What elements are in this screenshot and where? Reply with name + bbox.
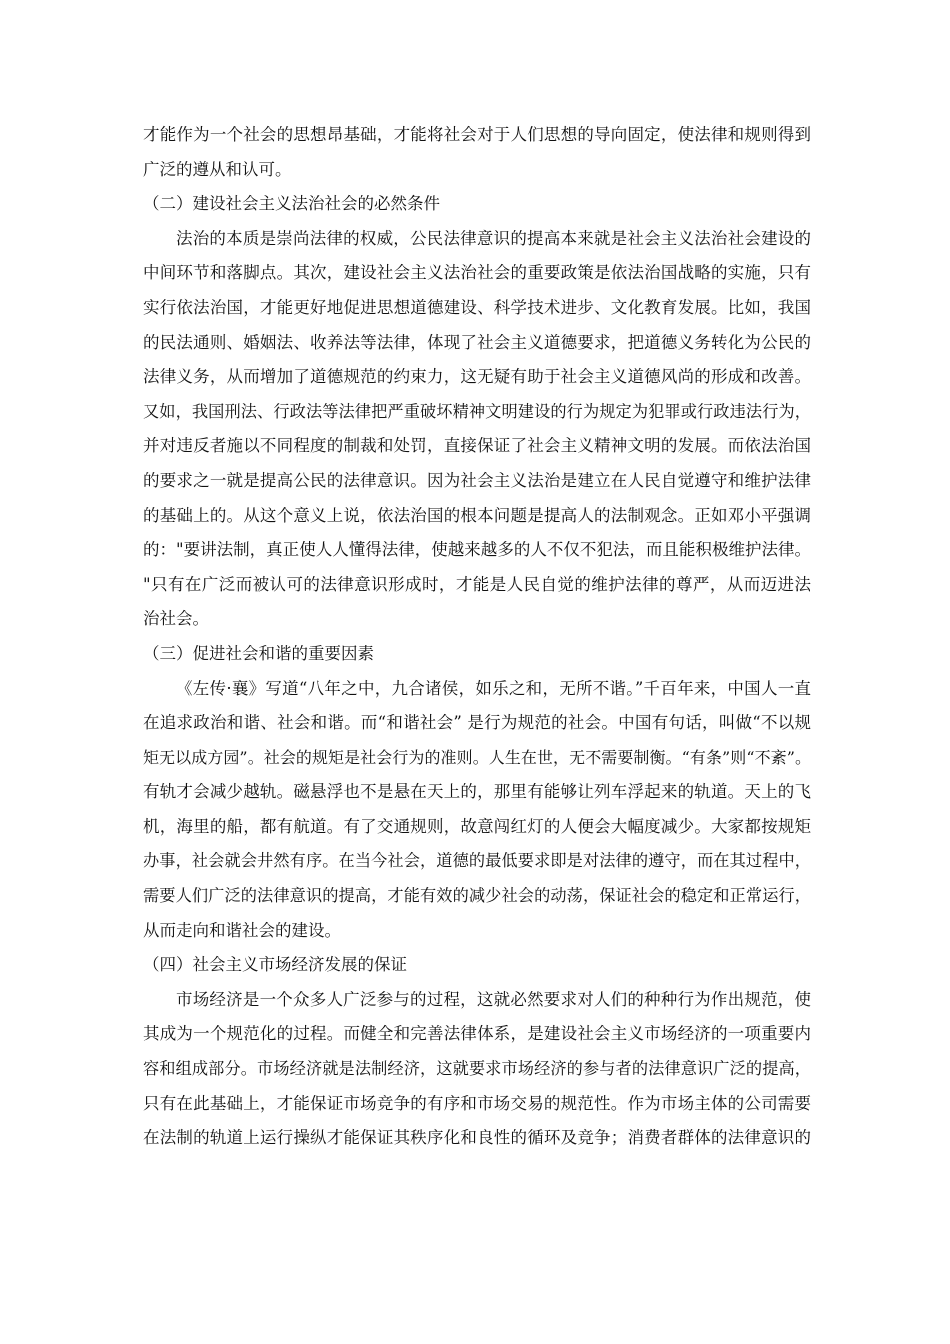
text-line: 矩无以成方园”。社会的规矩是社会行为的准则。人生在世，无不需要制衡。“有条”则“不紊”。: [143, 747, 811, 767]
section-heading: （四）社会主义市场经济发展的保证: [143, 955, 407, 975]
text-line: 需要人们广泛的法律意识的提高，才能有效的减少社会的动荡，保证社会的稳定和正常运行，: [143, 886, 811, 906]
text-line: 的："要讲法制，真正使人人懂得法律，使越来越多的人不仅不犯法，而且能积极维护法律。: [143, 540, 811, 560]
text-line: 《左传·襄》写道“八年之中，九合诸侯，如乐之和，无所不谐。”千百年来，中国人一直: [176, 678, 811, 698]
text-line: 中间环节和落脚点。其次，建设社会主义法治社会的重要政策是依法治国战略的实施，只有: [143, 263, 811, 283]
text-line: 实行依法治国，才能更好地促进思想道德建设、科学技术进步、文化教育发展。比如，我国: [143, 297, 811, 317]
document-page: [143, 118, 811, 1156]
text-line: 在法制的轨道上运行操纵才能保证其秩序化和良性的循环及竞争；消费者群体的法律意识的: [143, 1128, 811, 1148]
text-line: 其成为一个规范化的过程。而健全和完善法律体系，是建设社会主义市场经济的一项重要内: [143, 1024, 811, 1044]
text-line: 市场经济是一个众多人广泛参与的过程，这就必然要求对人们的种种行为作出规范，使: [176, 989, 811, 1009]
text-line: 才能作为一个社会的思想昂基础，才能将社会对于人们思想的导向固定，使法律和规则得到: [143, 125, 811, 144]
text-line: 的基础上的。从这个意义上说，依法治国的根本问题是提高人的法制观念。正如邓小平强调: [143, 505, 811, 525]
text-line: "只有在广泛而被认可的法律意识形成时，才能是人民自觉的维护法律的尊严，从而迈进法: [143, 574, 811, 594]
text-line: 并对违反者施以不同程度的制裁和处罚，直接保证了社会主义精神文明的发展。而依法治国: [143, 436, 811, 456]
text-line: 办事，社会就会井然有序。在当今社会，道德的最低要求即是对法律的遵守，而在其过程中，: [143, 851, 811, 871]
text-line: 法律义务，从而增加了道德规范的约束力，这无疑有助于社会主义道德风尚的形成和改善。: [143, 367, 811, 387]
text-line: 的要求之一就是提高公民的法律意识。因为社会主义法治是建立在人民自觉遵守和维护法律: [143, 470, 811, 490]
text-line: 的民法通则、婚姻法、收养法等法律，体现了社会主义道德要求，把道德义务转化为公民的: [143, 332, 811, 352]
text-line: 广泛的遵从和认可。: [143, 159, 292, 179]
text-line: 又如，我国刑法、行政法等法律把严重破坏精神文明建设的行为规定为犯罪或行政违法行为，: [143, 401, 811, 421]
text-line: 治社会。: [143, 609, 209, 629]
text-line: 只有在此基础上，才能保证市场竞争的有序和市场交易的规范性。作为市场主体的公司需要: [143, 1093, 811, 1113]
section-heading: （二）建设社会主义法治社会的必然条件: [143, 194, 440, 214]
section-heading: （三）促进社会和谐的重要因素: [143, 643, 374, 663]
text-line: 有轨才会减少越轨。磁悬浮也不是悬在天上的，那里有能够让列车浮起来的轨道。天上的飞: [143, 782, 811, 802]
text-line: 在追求政治和谐、社会和谐。而“和谐社会” 是行为规范的社会。中国有句话，叫做“不以规: [143, 713, 811, 733]
text-line: 从而走向和谐社会的建设。: [143, 920, 341, 940]
text-line: 容和组成部分。市场经济就是法制经济，这就要求市场经济的参与者的法律意识广泛的提高，: [143, 1059, 811, 1079]
text-line: 法治的本质是崇尚法律的权威，公民法律意识的提高本来就是社会主义法治社会建设的: [176, 228, 811, 248]
text-line: 机，海里的船，都有航道。有了交通规则，故意闯红灯的人便会大幅度减少。大家都按规矩: [143, 816, 811, 836]
